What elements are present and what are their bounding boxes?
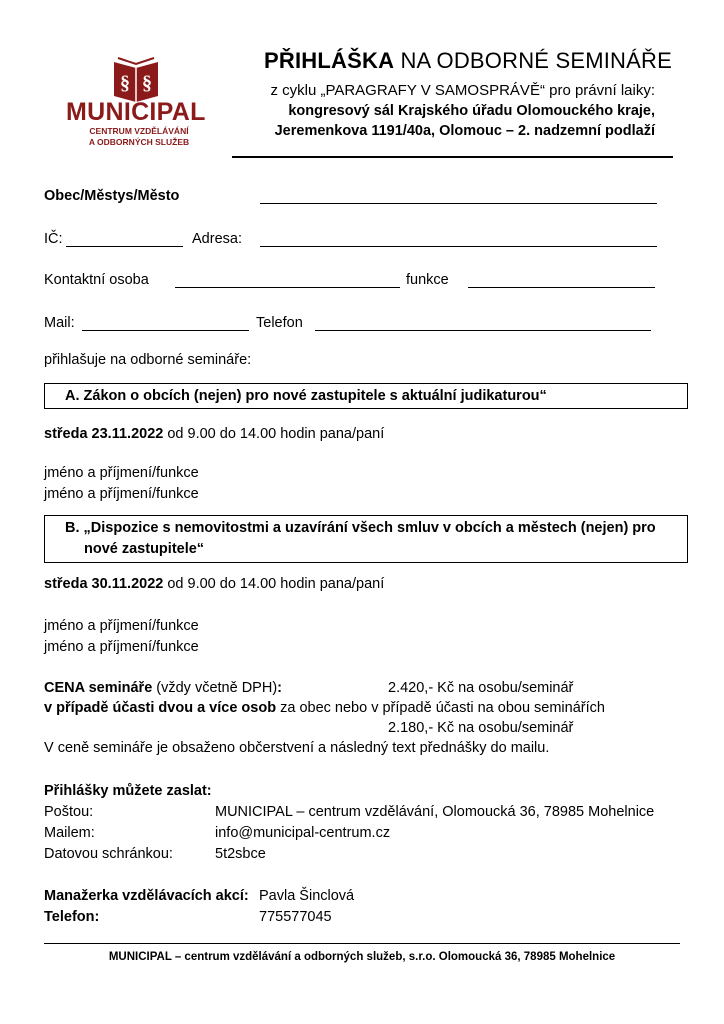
seminar-b-title-line-1: B. „Dispozice s nemovitostmi a uzavírání všech smluv v obcích a městech (nejen) pro: [65, 520, 656, 536]
svg-text:§: §: [142, 72, 152, 94]
seminar-b-person-2: jméno a příjmení/funkce: [44, 639, 199, 655]
seminar-b-date-rest: od 9.00 do 14.00 hodin pana/paní: [163, 576, 385, 592]
price-standard: 2.420,- Kč na osobu/seminář: [388, 680, 574, 696]
logo-subtitle-line2: A ODBORNÝCH SLUŽEB: [88, 137, 190, 147]
seminar-b-box: [44, 515, 688, 563]
seminar-b-person-1: jméno a příjmení/funkce: [44, 618, 199, 634]
venue-line-2: Jeremenkova 1191/40a, Olomouc – 2. nadzemní podlaží: [274, 123, 655, 139]
seminar-b-date: [44, 576, 384, 592]
title-rest: NA ODBORNÉ SEMINÁŘE: [394, 48, 672, 73]
seminar-b-title-line-2: nové zastupitele“: [84, 541, 205, 557]
ic-label: IČ:: [44, 231, 63, 247]
databox-id: 5t2sbce: [215, 846, 266, 862]
form-intro: přihlašuje na odborné semináře:: [44, 352, 252, 368]
send-heading: Přihlášky můžete zaslat:: [44, 783, 212, 799]
ic-field[interactable]: [66, 246, 183, 247]
manager-name: Pavla Šinclová: [259, 888, 355, 904]
telefon-field[interactable]: [315, 330, 651, 331]
price-discount: 2.180,- Kč na osobu/seminář: [388, 720, 574, 736]
funkce-label: funkce: [406, 272, 449, 288]
telefon-label: Telefon: [256, 315, 303, 331]
logo-wordmark: MUNICIPAL: [66, 98, 206, 126]
post-address: MUNICIPAL – centrum vzdělávání, Olomoucká 36, 78985 Mohelnice: [215, 804, 655, 820]
logo-subtitle-line1: CENTRUM VZDĚLÁVÁNÍ: [89, 126, 189, 136]
page-title: [232, 48, 672, 74]
price-label-bold: CENA semináře: [44, 680, 153, 696]
email-label: Mailem:: [44, 825, 95, 841]
manager-label: Manažerka vzdělávacích akcí:: [44, 888, 249, 904]
seminar-b-date-bold: středa 30.11.2022: [44, 576, 164, 592]
obec-label: Obec/Městys/Město: [44, 188, 180, 204]
municipal-logo-icon: [112, 56, 160, 102]
header-subtitle: z cyklu „PARAGRAFY V SAMOSPRÁVĚ“ pro právní laiky:: [270, 82, 655, 99]
adresa-label: Adresa:: [192, 231, 242, 247]
post-label: Poštou:: [44, 804, 94, 820]
mail-label: Mail:: [44, 315, 75, 331]
email-link[interactable]: info@municipal-centrum.cz: [215, 825, 391, 841]
discount-condition: [44, 700, 605, 716]
funkce-field[interactable]: [468, 287, 655, 288]
venue-line-1: kongresový sál Krajského úřadu Olomouckého kraje,: [288, 103, 655, 119]
header-divider: [232, 156, 673, 158]
price-label: [44, 680, 282, 696]
svg-text:§: §: [120, 72, 130, 94]
obec-field[interactable]: [260, 203, 657, 204]
seminar-a-date: [44, 426, 384, 442]
manager-phone: 775577045: [259, 909, 332, 925]
seminar-a-date-bold: středa 23.11.2022: [44, 426, 164, 442]
databox-label: Datovou schránkou:: [44, 846, 173, 862]
logo-subtitle: [84, 126, 194, 148]
manager-phone-label: Telefon:: [44, 909, 100, 925]
adresa-field[interactable]: [260, 246, 657, 247]
discount-bold: v případě účasti dvou a více osob: [44, 700, 277, 716]
seminar-a-title: A. Zákon o obcích (nejen) pro nové zastupitele s aktuální judikaturou“: [65, 388, 547, 404]
footer-divider: [44, 943, 680, 944]
seminar-a-box: [44, 383, 688, 409]
seminar-a-person-2: jméno a příjmení/funkce: [44, 486, 199, 502]
kontakt-label: Kontaktní osoba: [44, 272, 149, 288]
price-note: V ceně semináře je obsaženo občerstvení a následný text přednášky do mailu.: [44, 740, 550, 756]
footer-text: MUNICIPAL – centrum vzdělávání a odborných služeb, s.r.o. Olomoucká 36, 78985 Mohelnice: [108, 951, 616, 963]
seminar-a-person-1: jméno a příjmení/funkce: [44, 465, 199, 481]
kontakt-field[interactable]: [175, 287, 400, 288]
seminar-a-date-rest: od 9.00 do 14.00 hodin pana/paní: [163, 426, 385, 442]
title-bold: PŘIHLÁŠKA: [264, 48, 395, 73]
price-label-rest: (vždy včetně DPH): [152, 680, 278, 696]
price-label-colon: :: [277, 680, 283, 696]
mail-field[interactable]: [82, 330, 249, 331]
discount-rest: za obec nebo v případě účasti na obou seminářích: [276, 700, 605, 716]
